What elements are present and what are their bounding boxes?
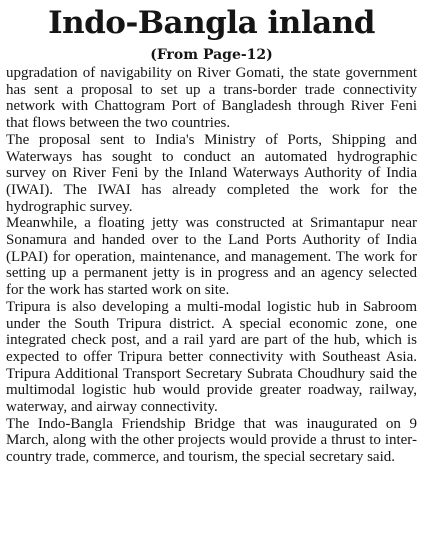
article-paragraph: The proposal sent to India's Ministry of Ports, Shipping and Waterways has sought to conduct an automated hydrographic survey on River Feni by the Inland Waterways Authority of India (IWAI). The IWAI has already completed the work for the hydrographic survey.: [6, 131, 417, 215]
article-paragraph: Meanwhile, a floating jetty was constructed at Srimantapur near Sonamura and handed over to the Land Ports Authority of India (LPAI) for operation, maintenance, and management. The work for setting up a permanent jetty is in progress and an agency selected for the work has started work on site.: [6, 215, 417, 299]
article-paragraph: upgradation of navigability on River Gomati, the state government has sent a proposal to set up a trans-border trade connectivity network with Chattogram Port of Bangladesh through River Feni that flows between the two countries.: [6, 65, 417, 132]
continued-from-label: (From Page-12): [150, 47, 273, 63]
article-headline: Indo-Bangla inland: [48, 5, 375, 41]
article-paragraph: The Indo-Bangla Friendship Bridge that was inaugurated on 9 March, along with the other projects would provide a thrust to inter-country trade, commerce, and tourism, the special secretary said.: [6, 415, 417, 466]
article-body: [6, 65, 417, 466]
article-paragraph: Tripura is also developing a multi-modal logistic hub in Sabroom under the South Tripura district. A special economic zone, one integrated check post, and a rail yard are part of the hub, which is expected to offer Tripura better connectivity with Southeast Asia. Tripura Additional Transport Secretary Subrata Choudhury said the multimodal logistic hub would provide greater roadway, railway, waterway, and airway connectivity.: [6, 298, 417, 416]
